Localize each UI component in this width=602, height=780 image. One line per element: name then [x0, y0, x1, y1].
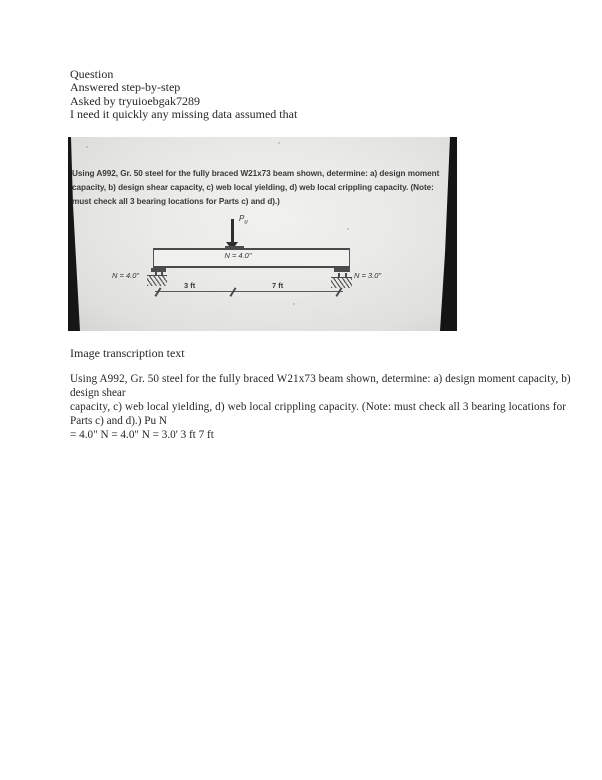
- answered-status: Answered step-by-step: [70, 80, 181, 95]
- load-label: $P_u$: [239, 214, 248, 226]
- left-bearing-length-label: N = 4.0": [112, 271, 140, 280]
- problem-statement-line: capacity, b) design shear capacity, c) web local yielding, d) web local crippling capacity. (Note:: [72, 183, 434, 192]
- question-header: [70, 68, 297, 122]
- left-support-plate: [151, 268, 166, 272]
- transcription-line: capacity, c) web local yielding, d) web local crippling capacity. (Note: must check all 3 bearing locations for: [70, 401, 567, 413]
- question-text: I need it quickly any missing data assumed that: [70, 107, 298, 122]
- problem-statement-line: Using A992, Gr. 50 steel for the fully braced W21x73 beam shown, determine: a) design moment: [72, 169, 440, 178]
- span-label-7ft: 7 ft: [272, 281, 284, 290]
- dimension-line: [155, 291, 343, 292]
- transcription-text: [70, 372, 571, 442]
- load-arrow-shaft: [231, 219, 234, 243]
- right-support-hatch: [331, 277, 352, 288]
- transcription-heading: Image transcription text: [70, 346, 185, 360]
- asked-by: Asked by tryuioebgak7289: [70, 93, 200, 108]
- transcription-line: = 4.0" N = 4.0" N = 3.0' 3 ft 7 ft: [70, 429, 214, 441]
- transcription-line: Parts c) and d).) Pu N: [70, 415, 167, 427]
- transcription-line: Using A992, Gr. 50 steel for the fully braced W21x73 beam shown, determine: a) design moment capacity, b): [70, 373, 571, 385]
- left-support-hatch: [147, 275, 167, 286]
- right-support-plate: [334, 268, 350, 272]
- question-label: Question: [70, 67, 114, 81]
- beam-diagram: [68, 137, 457, 331]
- problem-statement-line: must check all 3 bearing locations for Parts c) and d).): [72, 197, 280, 206]
- top-bearing-length-label: N = 4.0": [224, 251, 252, 260]
- transcription-line: design shear: [70, 387, 126, 399]
- right-bearing-length-label: N = 3.0": [354, 271, 382, 280]
- problem-photo: [68, 137, 457, 331]
- span-label-3ft: 3 ft: [184, 281, 196, 290]
